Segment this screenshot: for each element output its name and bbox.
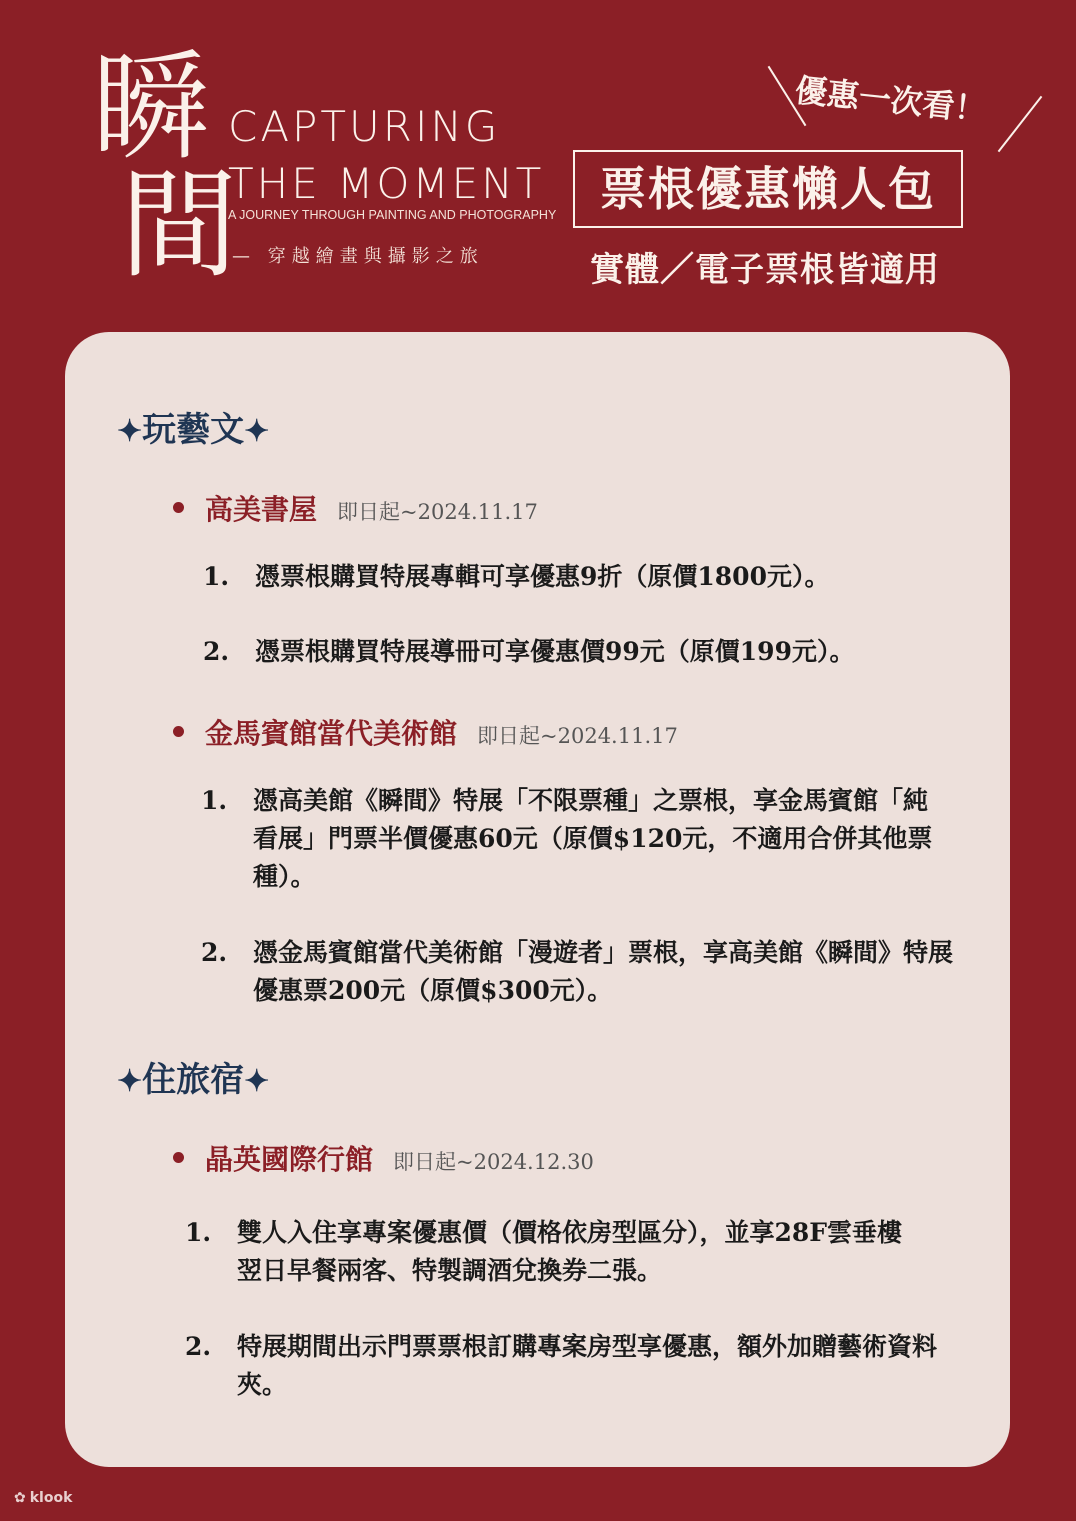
venue-date: 即日起~2024.12.30 — [393, 1150, 594, 1174]
section-title-text: 住旅宿 — [142, 1060, 245, 1100]
klook-logo-icon: ✿ — [14, 1490, 26, 1506]
item-text: 憑高美館《瞬間》特展「不限票種」之票根，享金馬賓館「純看展」門票半價優惠60元（原價$120元，不適用合併其他票種）。 — [253, 786, 933, 891]
poster-header — [0, 0, 1076, 330]
sparkle-icon: ✦ — [117, 414, 143, 449]
venue-name: 晶英國際行館 — [205, 1143, 374, 1176]
logo-char-1: 瞬 — [92, 38, 211, 176]
section-title-text: 玩藝文 — [142, 410, 245, 450]
klook-watermark — [14, 1490, 72, 1506]
venue-name: 金馬賓館當代美術館 — [205, 717, 458, 750]
item-text: 特展期間出示門票票根訂購專案房型享優惠，額外加贈藝術資料夾。 — [237, 1332, 938, 1399]
venue-kaohsiung-bookstore — [173, 488, 538, 528]
logo-char-2: 間 — [120, 156, 239, 294]
sparkle-icon: ✦ — [117, 1064, 143, 1099]
item-text: 憑票根購買特展專輯可享優惠9折（原價1800元）。 — [255, 562, 830, 591]
promo-slash-right — [998, 96, 1043, 152]
exhibition-logo — [92, 38, 239, 294]
item-number: 2. — [185, 1332, 212, 1361]
title-line-2: THE MOMENT — [228, 159, 545, 208]
section-title-stay — [117, 1052, 269, 1101]
sparkle-icon: ✦ — [244, 414, 270, 449]
promo-title-box: 票根優惠懶人包 — [573, 150, 963, 228]
item-number: 1. — [185, 1218, 212, 1247]
bullet-icon — [173, 1152, 184, 1163]
venue-date: 即日起~2024.11.17 — [477, 724, 678, 748]
venue-silks-place — [173, 1138, 594, 1178]
item-number: 2. — [203, 637, 230, 666]
subtitle-zh: — 穿越繪畫與攝影之旅 — [232, 246, 484, 267]
promo-note: 實體／電子票根皆適用 — [590, 250, 940, 290]
bullet-icon — [173, 726, 184, 737]
item-text: 憑金馬賓館當代美術館「漫遊者」票根，享高美館《瞬間》特展優惠票200元（原價$300元）。 — [253, 938, 954, 1005]
watermark-text: klook — [29, 1490, 73, 1506]
list-item — [203, 633, 943, 671]
item-number: 1. — [203, 562, 230, 591]
venue-date: 即日起~2024.11.17 — [337, 500, 538, 524]
list-item — [185, 1328, 955, 1404]
item-text: 憑票根購買特展導冊可享優惠價99元（原價199元）。 — [255, 637, 855, 666]
list-item — [203, 558, 943, 596]
list-item — [201, 934, 961, 1010]
venue-name: 高美書屋 — [205, 493, 318, 526]
item-number: 2. — [201, 938, 228, 967]
item-text: 雙人入住享專案優惠價（價格依房型區分），並享28F雲垂樓翌日早餐兩客、特製調酒兌換券二張。 — [237, 1218, 903, 1285]
item-number: 1. — [201, 786, 228, 815]
list-item — [185, 1214, 945, 1290]
offers-card — [65, 332, 1010, 1467]
sparkle-icon: ✦ — [244, 1064, 270, 1099]
section-title-arts — [117, 402, 269, 451]
list-item — [201, 782, 941, 896]
title-line-1: CAPTURING — [228, 102, 501, 151]
promo-tag: 優惠一次看！ — [793, 71, 989, 129]
exhibition-title-en — [228, 98, 544, 212]
subtitle-en: A JOURNEY THROUGH PAINTING AND PHOTOGRAPHY — [228, 208, 557, 222]
venue-jinma-museum — [173, 712, 678, 752]
bullet-icon — [173, 502, 184, 513]
